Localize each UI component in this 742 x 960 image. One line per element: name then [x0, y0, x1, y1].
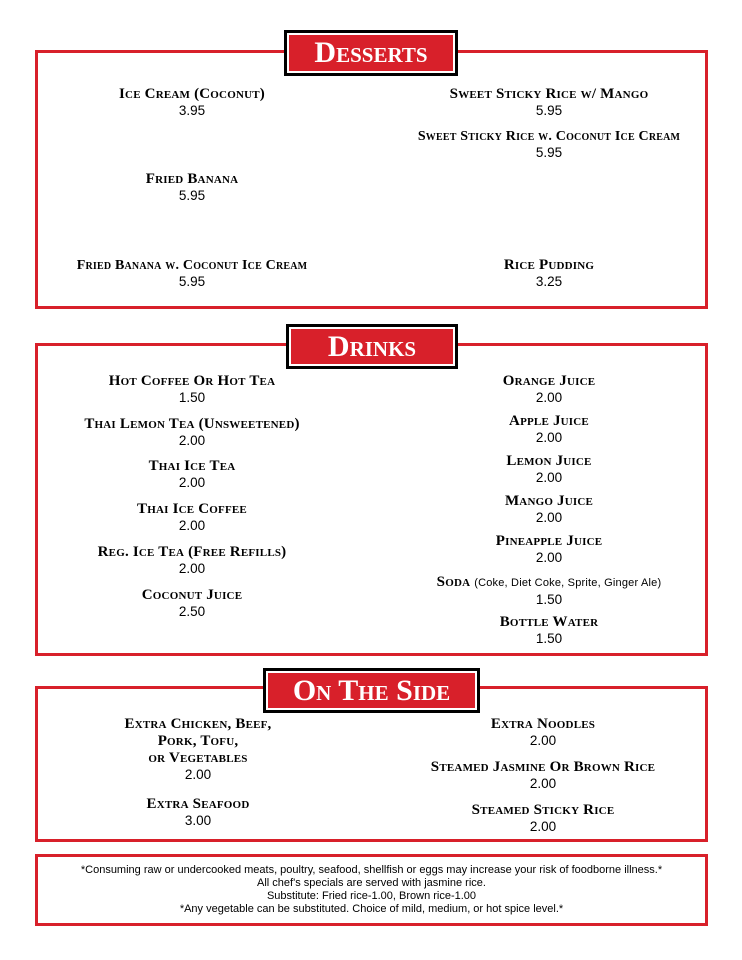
item-price: 2.00 [184, 767, 212, 782]
menu-item [472, 802, 615, 834]
item-name: Soda [436, 574, 471, 590]
menu-item [109, 373, 275, 405]
menu-item [147, 796, 250, 828]
item-price: 5.95 [178, 274, 206, 289]
menu-item [496, 533, 603, 565]
menu-item [506, 453, 591, 485]
item-price: 2.00 [178, 518, 206, 533]
item-price: 5.95 [535, 103, 563, 118]
menu-item [431, 759, 655, 791]
item-price: 3.95 [178, 103, 206, 118]
item-name: Apple Juice [509, 413, 589, 429]
menu-item [505, 493, 593, 525]
item-name: Coconut Juice [141, 587, 243, 603]
item-name: Bottle Water [499, 614, 599, 630]
item-name: Thai Ice Coffee [137, 501, 247, 517]
menu-item [450, 86, 649, 118]
item-name: Ice Cream (Coconut) [119, 86, 265, 102]
item-name: Lemon Juice [506, 453, 592, 469]
item-name: Pineapple Juice [495, 533, 603, 549]
item-price: 2.00 [535, 390, 563, 405]
notes-box [35, 854, 708, 926]
item-price: 2.00 [178, 561, 206, 576]
note-line: All chef's specials are served with jasmine rice. [257, 877, 486, 889]
item-name-line [437, 574, 662, 592]
item-name: Mango Juice [504, 493, 594, 509]
item-name: Extra Noodles [490, 716, 596, 732]
menu-item [146, 171, 239, 203]
item-price: 3.00 [184, 813, 212, 828]
item-name: Fried Banana w. Coconut Ice Cream [76, 258, 308, 273]
menu-item [509, 413, 589, 445]
item-price: 5.95 [178, 188, 206, 203]
menu-item [84, 416, 299, 448]
item-price: 2.00 [529, 733, 557, 748]
desserts-banner: Desserts [284, 30, 458, 76]
menu-item [504, 257, 594, 289]
menu-item [149, 458, 236, 490]
note-line: *Consuming raw or undercooked meats, poultry, seafood, shellfish or eggs may increase your risk of foodborne illness.* [80, 864, 663, 876]
item-name: Hot Coffee Or Hot Tea [108, 373, 276, 389]
note-line: Substitute: Fried rice-1.00, Brown rice-1.00 [266, 890, 477, 902]
item-price: 2.00 [529, 819, 557, 834]
item-name: Thai Lemon Tea (Unsweetened) [84, 416, 300, 432]
item-price: 3.25 [535, 274, 563, 289]
item-price: 2.00 [178, 475, 206, 490]
notes-text [38, 864, 705, 916]
menu-item [142, 587, 242, 619]
item-name: Thai Ice Tea [148, 458, 236, 474]
item-name: Sweet Sticky Rice w/ Mango [449, 86, 649, 102]
item-price: 2.00 [529, 776, 557, 791]
item-price: 1.50 [178, 390, 206, 405]
item-name: Extra Seafood [146, 796, 250, 812]
menu-item [418, 128, 680, 160]
menu-item [124, 716, 271, 782]
item-price: 2.00 [178, 433, 206, 448]
menu-item [500, 614, 599, 646]
item-price: 2.00 [535, 510, 563, 525]
item-name: Steamed Jasmine Or Brown Rice [430, 759, 656, 775]
menu-item [137, 501, 247, 533]
item-price: 1.50 [535, 592, 563, 607]
item-name: Sweet Sticky Rice w. Coconut Ice Cream [417, 129, 681, 144]
item-name: Rice Pudding [503, 257, 595, 273]
item-name: Reg. Ice Tea (Free Refills) [97, 544, 287, 560]
menu-item [77, 257, 308, 289]
menu-item [503, 373, 596, 405]
item-name-line: Extra Chicken, Beef, [124, 716, 272, 732]
item-price: 5.95 [535, 145, 563, 160]
item-price: 2.00 [535, 470, 563, 485]
menu-item [98, 544, 287, 576]
item-name: Fried Banana [145, 171, 239, 187]
item-price: 2.00 [535, 430, 563, 445]
item-price: 1.50 [535, 631, 563, 646]
item-detail: (Coke, Diet Coke, Sprite, Ginger Ale) [474, 577, 662, 589]
drinks-banner: Drinks [286, 324, 458, 369]
menu-item [119, 86, 265, 118]
note-line: *Any vegetable can be substituted. Choice of mild, medium, or hot spice level.* [179, 903, 564, 915]
side-banner: On The Side [263, 668, 480, 713]
item-name-line: Pork, Tofu, [157, 733, 239, 749]
menu-item [491, 716, 595, 748]
item-price: 2.00 [535, 550, 563, 565]
item-name: Orange Juice [502, 373, 596, 389]
menu-item [437, 574, 662, 607]
item-name-line: or Vegetables [148, 750, 248, 766]
item-price: 2.50 [178, 604, 206, 619]
item-name: Steamed Sticky Rice [471, 802, 615, 818]
